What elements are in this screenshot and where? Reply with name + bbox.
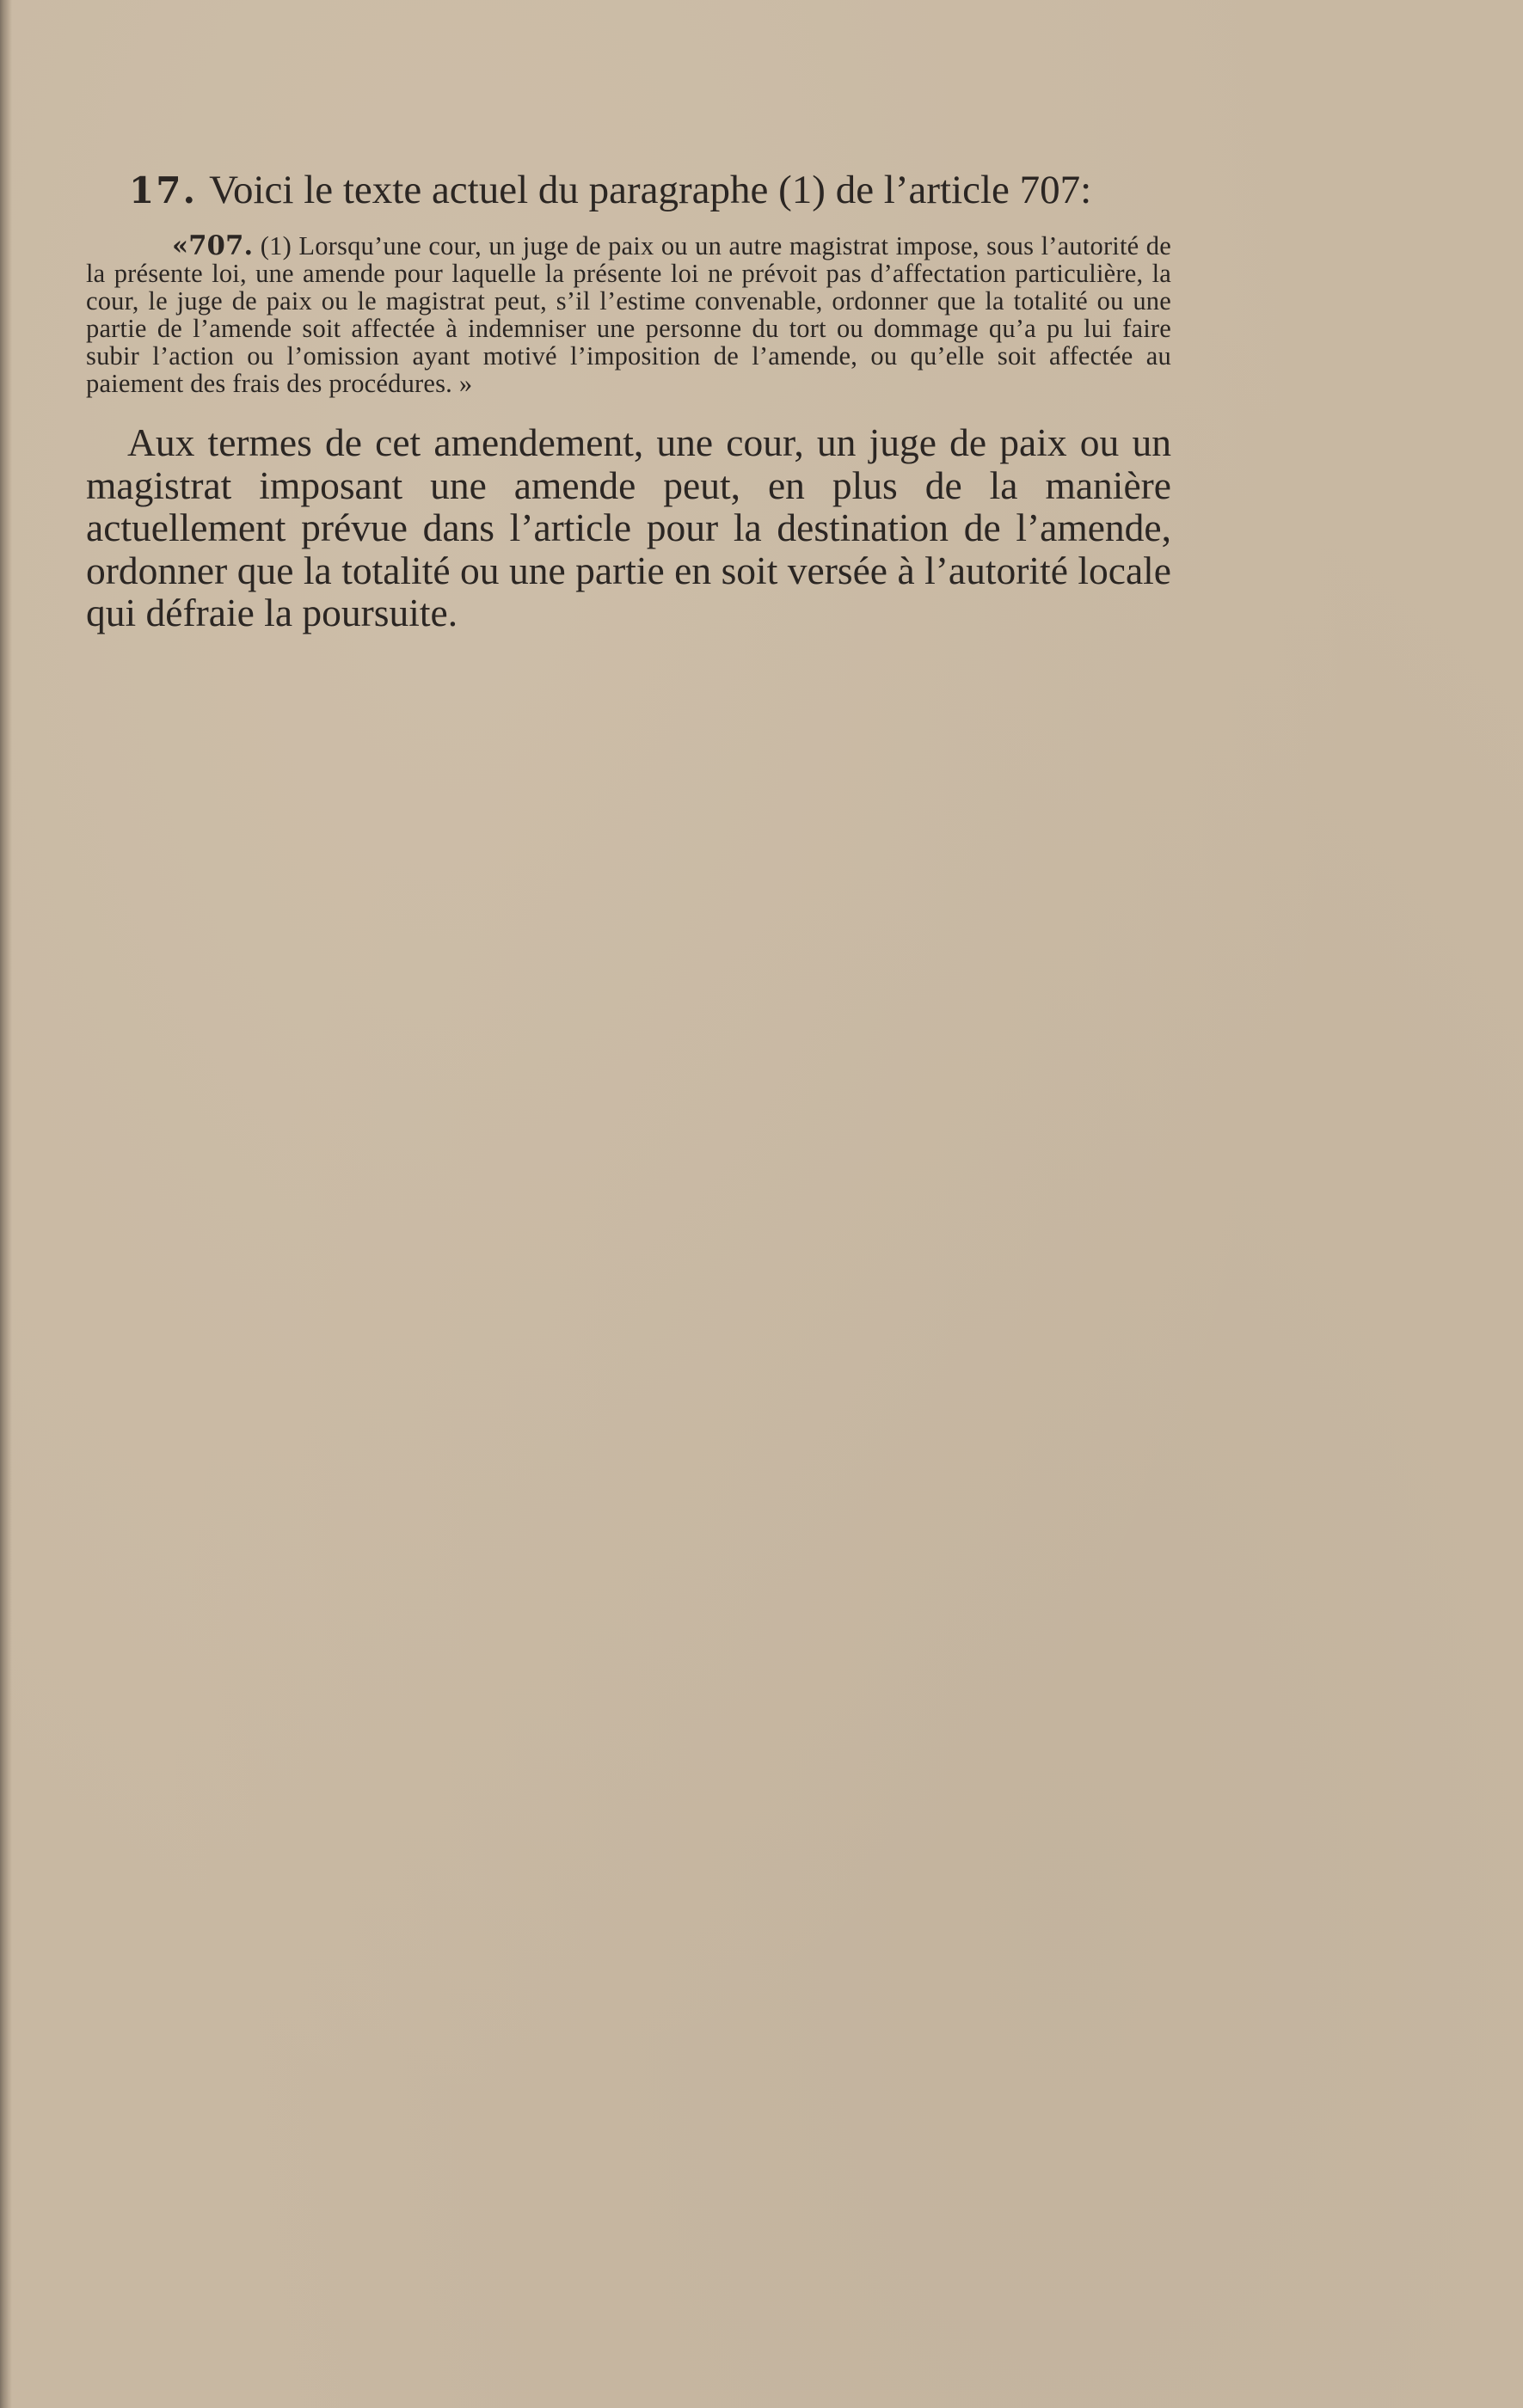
section-heading [86,168,1171,213]
quoted-article-number: «707. [172,230,254,261]
explanatory-paragraph: Aux termes de cet amendement, une cour, un juge de paix ou un magistrat imposant une amende peut, en plus de la manière actuellement prévue dans l’article pour la destination de l’amende, ordonner que la totalité ou une partie en soit versée à l’autorité locale qui défraie la poursuite. [86,420,1171,634]
quoted-article [86,232,1171,397]
page-binding-edge [0,0,12,2408]
section-number: 17. [129,169,198,211]
quoted-article-text: (1) Lorsqu’une cour, un juge de paix ou un autre magistrat impose, sous l’autorité de la présente loi, une amende pour laquelle la présente loi ne prévoit pas d’affectation particulière, la cour, le juge de paix ou le magistrat peut, s’il l’estime convenable, ordonner que la totalité ou une partie de l’amende soit affectée à indemniser une personne du tort ou dommage qu’a pu lui faire subir l’action ou l’omission ayant motivé l’imposition de l’amende, ou qu’elle soit affectée au paiement des frais des procédures. » [86,231,1171,398]
section-heading-text: Voici le texte actuel du paragraphe (1) de l’article 707: [209,168,1092,212]
page-content [86,168,1171,634]
